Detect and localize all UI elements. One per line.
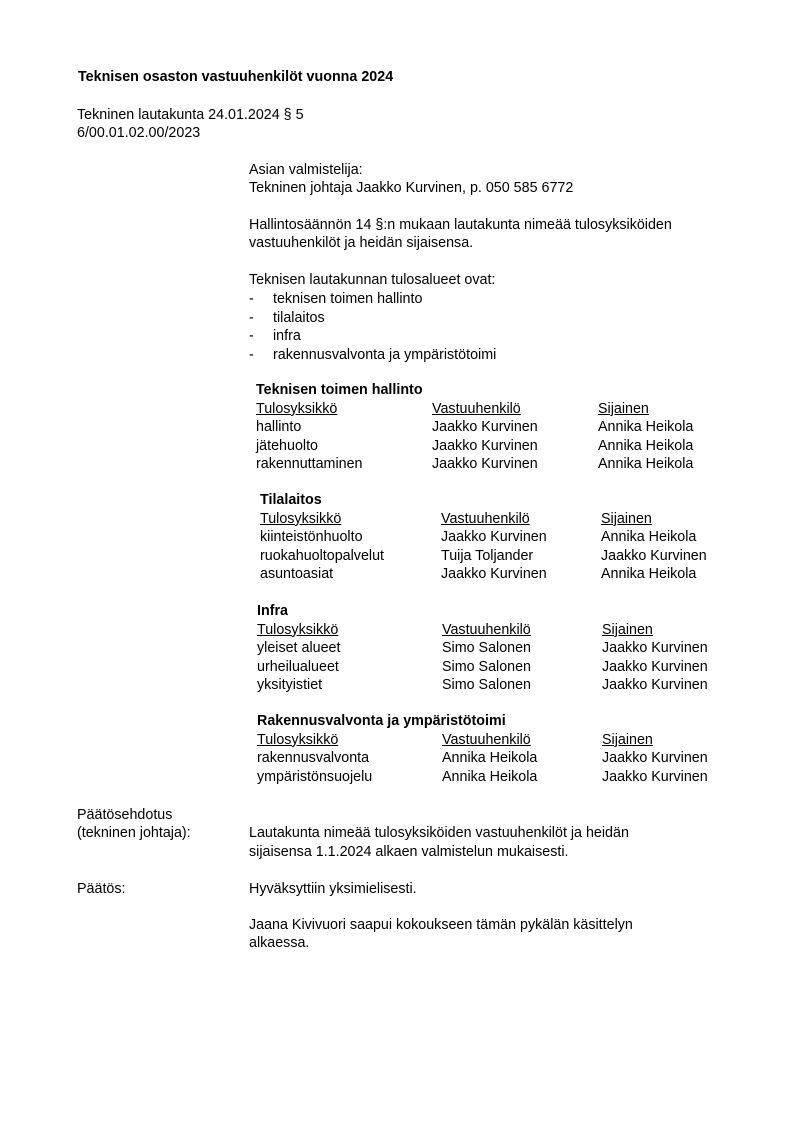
- column-header: Sijainen: [602, 731, 653, 748]
- decision-text: Hyväksyttiin yksimielisesti.: [249, 881, 417, 897]
- table-row: urheilualueet Simo Salonen Jaakko Kurvinen: [257, 658, 708, 675]
- proposal-label-line-1: Päätösehdotus: [77, 807, 173, 823]
- table-row: rakennusvalvonta Annika Heikola Jaakko Kurvinen: [257, 750, 708, 766]
- column-header: Tulosyksikkö: [257, 731, 339, 748]
- document-title: Teknisen osaston vastuuhenkilöt vuonna 2024: [78, 69, 394, 85]
- preparer-label: Asian valmistelija:: [249, 162, 363, 178]
- column-header: Vastuuhenkilö: [442, 731, 531, 748]
- table-row: ympäristönsuojelu Annika Heikola Jaakko Kurvinen: [257, 768, 708, 785]
- column-header: Vastuuhenkilö: [441, 510, 530, 527]
- column-header: Sijainen: [598, 400, 649, 417]
- note-line-1: Jaana Kivivuori saapui kokoukseen tämän pykälän käsittelyn: [249, 917, 633, 933]
- record-id: 6/00.01.02.00/2023: [77, 125, 201, 141]
- preparer-text: Tekninen johtaja Jaakko Kurvinen, p. 050 585 6772: [249, 180, 574, 196]
- note-line-2: alkaessa.: [249, 935, 310, 951]
- table-row: jätehuolto Jaakko Kurvinen Annika Heikola: [256, 437, 694, 454]
- section-title: Tilalaitos: [260, 492, 322, 508]
- table-row: rakennuttaminen Jaakko Kurvinen Annika Heikola: [256, 456, 694, 472]
- section-title: Infra: [257, 603, 288, 619]
- column-header: Tulosyksikkö: [260, 510, 342, 527]
- table-row: yleiset alueet Simo Salonen Jaakko Kurvinen: [257, 640, 708, 656]
- paragraph-line-1: Hallintosäännön 14 §:n mukaan lautakunta nimeää tulosyksiköiden: [249, 217, 672, 233]
- column-header: Vastuuhenkilö: [442, 621, 531, 638]
- paragraph-line-2: vastuuhenkilöt ja heidän sijaisensa.: [249, 235, 474, 251]
- meeting-line: Tekninen lautakunta 24.01.2024 § 5: [77, 107, 304, 123]
- column-header: Vastuuhenkilö: [432, 400, 521, 417]
- column-header: Sijainen: [602, 621, 653, 638]
- column-header: Tulosyksikkö: [257, 621, 339, 638]
- proposal-text-line-2: sijaisensa 1.1.2024 alkaen valmistelun mukaisesti.: [249, 844, 569, 860]
- section-table-rakennusvalvonta: [257, 712, 732, 786]
- section-table-tilalaitos: [260, 491, 731, 584]
- table-row: ruokahuoltopalvelut Tuija Toljander Jaakko Kurvinen: [260, 547, 707, 564]
- proposal-text-line-1: Lautakunta nimeää tulosyksiköiden vastuuhenkilöt ja heidän: [249, 825, 629, 841]
- section-title: Teknisen toimen hallinto: [256, 382, 423, 398]
- section-table-infra: [257, 602, 732, 695]
- decision-label: Päätös:: [77, 881, 126, 897]
- column-header: Tulosyksikkö: [256, 400, 338, 417]
- table-row: asuntoasiat Jaakko Kurvinen Annika Heikola: [260, 566, 697, 582]
- section-table-hallinto: [256, 381, 728, 474]
- table-row: yksityistiet Simo Salonen Jaakko Kurvinen: [257, 677, 708, 693]
- table-row: kiinteistönhuolto Jaakko Kurvinen Annika Heikola: [260, 529, 697, 545]
- proposal-label-line-2: (tekninen johtaja):: [77, 825, 191, 841]
- areas-intro: Teknisen lautakunnan tulosalueet ovat:: [249, 272, 496, 288]
- table-row: hallinto Jaakko Kurvinen Annika Heikola: [256, 419, 694, 435]
- section-title: Rakennusvalvonta ja ympäristötoimi: [257, 713, 506, 729]
- column-header: Sijainen: [601, 510, 652, 527]
